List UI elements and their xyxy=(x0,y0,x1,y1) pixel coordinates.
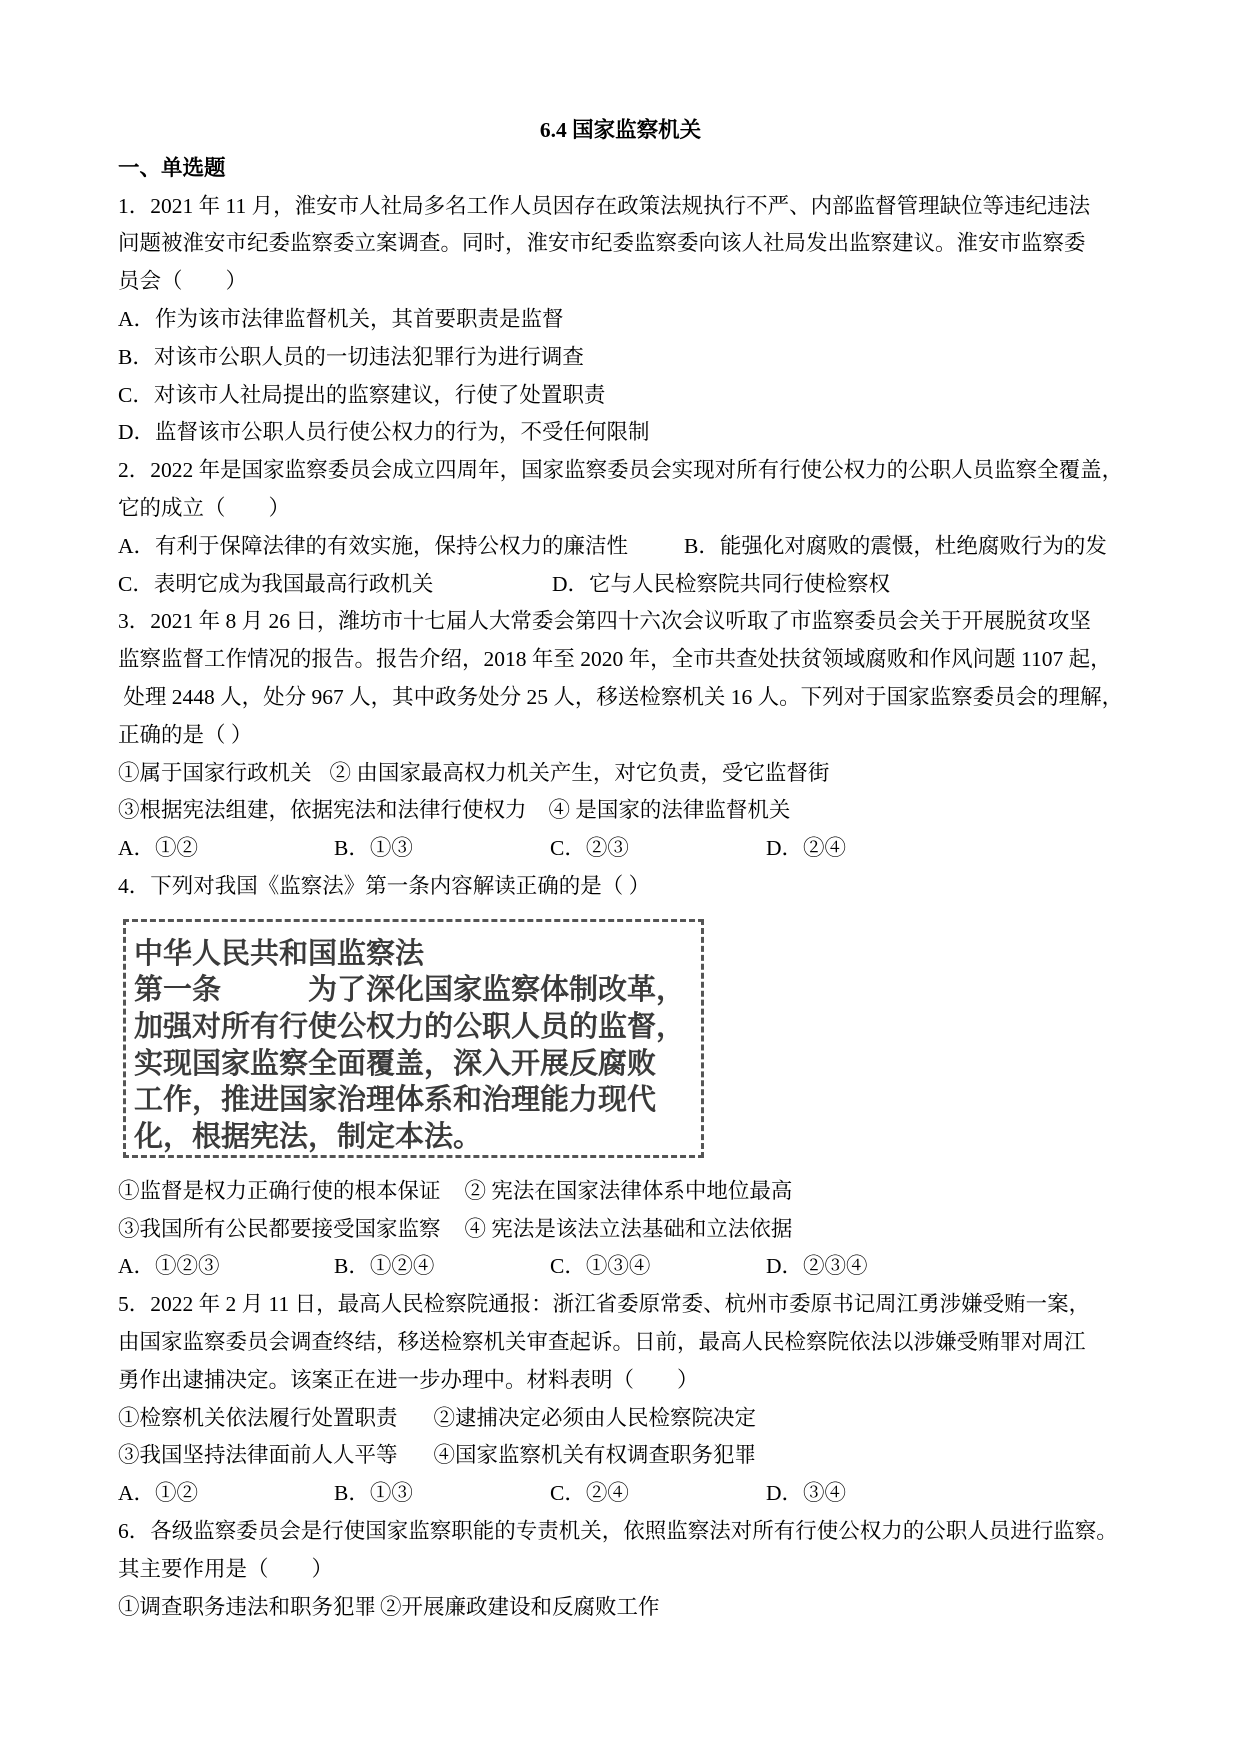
question-2-option-b: B．能强化对腐败的震慑，杜绝腐败行为的发 xyxy=(684,533,1107,558)
question-1-option-b: B．对该市公职人员的一切违法犯罪行为进行调查 xyxy=(118,344,584,369)
question-5-stem-line: 由国家监察委员会调查终结，移送检察机关审查起诉。日前，最高人民检察院依法以涉嫌受贿罪对周江 xyxy=(118,1329,1086,1354)
question-5-stem-line: 5．2022 年 2 月 11 日，最高人民检察院通报：浙江省委原常委、杭州市委原书记周江勇涉嫌受贿一案， xyxy=(118,1292,1091,1317)
question-3-stem-line: 正确的是（ ） xyxy=(118,722,253,747)
question-3-option-a: A．①② xyxy=(118,836,199,861)
question-2-stem-line: 它的成立（ ） xyxy=(118,495,291,520)
question-3-stem-line: 监察监督工作情况的报告。报告介绍，2018 年至 2020 年，全市共查处扶贫领域腐败和作风问题 1107 起， xyxy=(118,647,1112,672)
question-4-statement-2: ② 宪法在国家法律体系中地位最高 xyxy=(464,1178,793,1203)
section-heading: 一、单选题 xyxy=(118,155,226,180)
question-1-stem-line: 员会（ ） xyxy=(118,269,248,294)
question-4-options-row xyxy=(0,1248,1241,1286)
question-2-stem-line: 2．2022 年是国家监察委员会成立四周年，国家监察委员会实现对所有行使公权力的公职人员监察全覆盖， xyxy=(118,458,1124,483)
law-excerpt-line: 第一条 为了深化国家监察体制改革， xyxy=(134,972,686,1007)
question-5-option-a: A．①② xyxy=(118,1481,199,1506)
question-4-stem-line: 4．下列对我国《监察法》第一条内容解读正确的是（ ） xyxy=(118,873,651,898)
question-2-option-d: D．它与人民检察院共同行使检察权 xyxy=(552,571,891,596)
question-2-options-row xyxy=(0,566,1241,604)
question-6-stem-line: 6．各级监察委员会是行使国家监察职能的专责机关，依照监察法对所有行使公权力的公职人员进行监察。 xyxy=(118,1518,1118,1543)
question-4-statements-row xyxy=(0,1211,1241,1249)
question-1-option-d: D．监督该市公职人员行使公权力的行为，不受任何限制 xyxy=(118,420,650,445)
question-4-statement-3: ③我国所有公民都要接受国家监察 xyxy=(118,1216,441,1241)
law-excerpt-line: 工作，推进国家治理体系和治理能力现代 xyxy=(134,1082,657,1117)
question-6-statement-2: ②开展廉政建设和反腐败工作 xyxy=(380,1594,660,1619)
question-3-option-b: B．①③ xyxy=(334,836,413,861)
question-1-stem-line: 1．2021 年 11 月，淮安市人社局多名工作人员因存在政策法规执行不严、内部监督管理缺位等违纪违法 xyxy=(118,193,1091,218)
question-1-option-a: A．作为该市法律监督机关，其首要职责是监督 xyxy=(118,306,564,331)
question-3-stem-line: 3．2021 年 8 月 26 日，潍坊市十七届人大常委会第四十六次会议听取了市监察委员会关于开展脱贫攻坚 xyxy=(118,609,1091,634)
question-2-options-row xyxy=(0,528,1241,566)
question-3-option-c: C．②③ xyxy=(550,836,629,861)
question-4-statement-4: ④ 宪法是该法立法基础和立法依据 xyxy=(464,1216,793,1241)
question-6-statement-1: ①调查职务违法和职务犯罪 xyxy=(118,1594,377,1619)
question-4-option-a: A．①②③ xyxy=(118,1254,220,1279)
question-5-option-d: D．③④ xyxy=(766,1481,847,1506)
question-5-statement-3: ③我国坚持法律面前人人平等 xyxy=(118,1443,398,1468)
question-2-option-c: C．表明它成为我国最高行政机关 xyxy=(118,571,434,596)
question-3-statements-row xyxy=(0,792,1241,830)
question-1-stem-line: 问题被淮安市纪委监察委立案调查。同时，淮安市纪委监察委向该人社局发出监察建议。淮安市监察委 xyxy=(118,231,1086,256)
question-3-option-d: D．②④ xyxy=(766,836,847,861)
question-5-statement-1: ①检察机关依法履行处置职责 xyxy=(118,1405,398,1430)
law-excerpt-line: 实现国家监察全面覆盖，深入开展反腐败 xyxy=(134,1045,657,1080)
question-3-statements-row xyxy=(0,755,1241,793)
exam-page xyxy=(0,112,1241,1626)
question-6-stem-line: 其主要作用是（ ） xyxy=(118,1556,334,1581)
question-2-option-a: A．有利于保障法律的有效实施，保持公权力的廉洁性 xyxy=(118,533,629,558)
question-4-option-b: B．①②④ xyxy=(334,1254,435,1279)
question-3-stem-line: 处理 2448 人，处分 967 人，其中政务处分 25 人，移送检察机关 16 人。下列对于国家监察委员会的理解， xyxy=(118,684,1124,709)
question-5-option-b: B．①③ xyxy=(334,1481,413,1506)
question-5-stem-line: 勇作出逮捕决定。该案正在进一步办理中。材料表明（ ） xyxy=(118,1367,699,1392)
question-5-statement-4: ④国家监察机关有权调查职务犯罪 xyxy=(433,1443,757,1468)
question-5-statements-row xyxy=(0,1437,1241,1475)
question-5-statement-2: ②逮捕决定必须由人民检察院决定 xyxy=(433,1405,757,1430)
question-1-option-c: C．对该市人社局提出的监察建议，行使了处置职责 xyxy=(118,382,606,407)
question-4-option-d: D．②③④ xyxy=(766,1254,868,1279)
question-5-option-c: C．②④ xyxy=(550,1481,629,1506)
question-4-statement-1: ①监督是权力正确行使的根本保证 xyxy=(118,1178,441,1203)
question-3-statement-4: ④ 是国家的法律监督机关 xyxy=(548,798,791,823)
law-excerpt-box xyxy=(123,919,704,1158)
question-6-statements-row xyxy=(0,1589,1241,1627)
law-excerpt-line: 化，根据宪法，制定本法。 xyxy=(134,1118,483,1153)
question-3-statement-3: ③根据宪法组建，依据宪法和法律行使权力 xyxy=(118,798,527,823)
question-3-statement-2: ② 由国家最高权力机关产生，对它负责，受它监督街 xyxy=(329,760,830,785)
law-excerpt-heading: 中华人民共和国监察法 xyxy=(134,935,425,970)
question-3-statement-1: ①属于国家行政机关 xyxy=(118,760,312,785)
page-title: 6.4 国家监察机关 xyxy=(539,118,702,142)
question-5-statements-row xyxy=(0,1400,1241,1438)
question-4-statements-row xyxy=(0,1173,1241,1211)
question-4-option-c: C．①③④ xyxy=(550,1254,651,1279)
question-3-options-row xyxy=(0,830,1241,868)
question-5-options-row xyxy=(0,1475,1241,1513)
law-excerpt-line: 加强对所有行使公权力的公职人员的监督， xyxy=(134,1008,686,1043)
